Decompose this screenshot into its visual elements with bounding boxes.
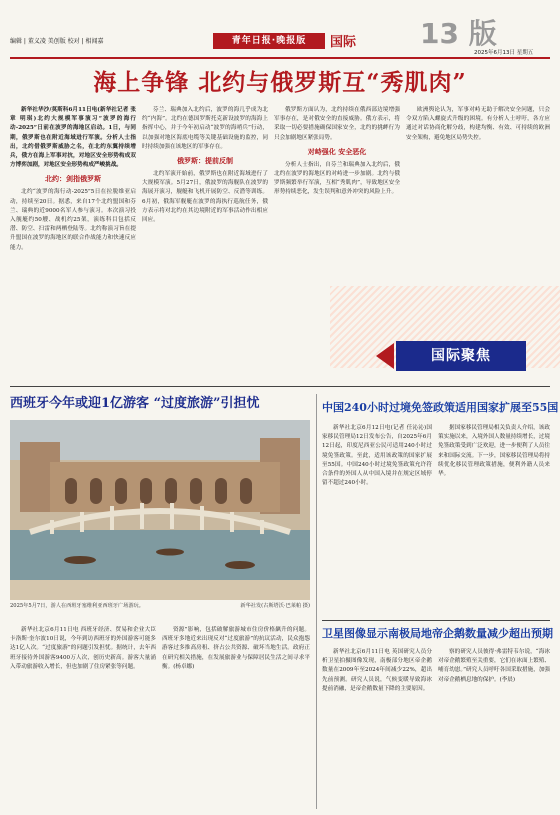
penguin-col2-text: 察的研究人员彼得·弗雷特韦尔说，“海冰对帝企鹅繁殖至关重要，它们在冰面上繁殖、哺育幼崽。”研究人员呼吁各国采取措施，加强对帝企鹅栖息地的保护。(李晨) [438,649,550,683]
plaza-de-espana-illustration [10,420,310,600]
spain-photo-caption [10,602,310,610]
lead-col3-text-a: 俄罗斯方面认为，北约持续在俄西部边境增强军事存在，是对俄安全的直接威胁。俄方表示，将采取一切必要措施确保国家安全，北约的挑衅行为只会加剧地区紧张局势。 [274,107,400,141]
page-number: 13 版 [420,17,497,50]
spain-column-2 [162,626,310,810]
feature-badge: 国际聚焦 [396,341,526,371]
penguin-headline: 卫星图像显示南极局地帝企鹅数量减少超出预期 [322,627,553,640]
lead-column-1 [10,106,136,376]
visa-headline: 中国240小时过境免签政策适用国家扩展至55国 [322,401,559,414]
spain-photo-credit: 新华社发(古斯塔沃·巴莱帕 摄) [240,603,310,609]
penguin-column-1 [322,648,432,808]
issue-date: 2025年6月13日 星期五 [474,50,534,56]
header-rule [10,57,550,59]
lead-col1-text: 北约“波罗的海行动-2025”5日在拉脱维亚启动，持续至20日。据悉，来自17个北约盟国和芬兰、瑞典的近9000名军人参与演习。本次演习投入舰艇约50艘、战机约25架，演练科目包括反潜、防空、扫雷和两栖登陆等。北约称演习旨在提升盟国在波罗的海地区的联合作战能力和快速反应能力。 [10,189,136,251]
visa-col2-text: 据国家移民管理局相关负责人介绍，该政策实施以来，入境外国人数量持续增长，过境免签政策受到广泛欢迎，进一步便利了人员往来和国际交流。下一步，国家移民管理局将持续优化移民管理政策措施，便利外籍人员来华。 [438,425,550,478]
section-divider [10,386,550,387]
lead-col4-text: 欧洲舆论认为，军事对峙无助于解决安全问题，只会令双方陷入螺旋式升级的困境。有分析人士呼吁，各方应通过对话协商化解分歧，构建均衡、有效、可持续的欧洲安全架构，避免地区局势失控。 [406,107,550,141]
section-name: 国际 [330,35,357,50]
vertical-divider [316,394,317,809]
lead-subhead-1: 北约：剑指俄罗斯 [45,174,101,184]
spain-caption-text: 2025年5月7日，游人在西班牙塞维利亚西班牙广场游玩。 [10,603,144,609]
spain-col2-text: 资源”影响，包括破解旅游城市住房价格飙升的问题。西班牙多地近来出现反对“过度旅游”的抗议活动，民众抱怨游客过多推高房租、挤占公共资源、破坏当地生活。政府正在研究相关措施，在发展旅游业与保障居民生活之间寻求平衡。(杨卓娜) [162,627,310,670]
lead-column-4 [406,106,550,282]
editor-credits: 编辑 | 董义凌 美创版 校对 | 相闻嘉 [10,38,104,45]
story-divider [322,620,550,621]
penguin-col1-text: 新华社北京6月11日电 英国研究人员分析卫星拍摄图像发现，南极部分地区帝企鹅数量在2009年至2024年间减少22%，超出先前预测。研究人员说，气候变暖导致海冰提前消融，是帝企鹅数量下降的主要原因。 [322,649,432,692]
visa-column-2 [438,424,550,614]
page-header [0,0,560,58]
spain-photo [10,420,310,600]
lead-col3-text-b: 分析人士指出，自芬兰和瑞典加入北约后，俄北约在波罗的海地区的对峙进一步加剧。北约与俄罗斯频繁举行军演，互相“秀肌肉”，导致地区安全形势持续恶化，发生误判和意外冲突的风险上升。 [274,161,400,196]
spain-col1-text: 新华社北京6月11日电 西班牙经济、贸易和企业大臣卡洛斯·奎尔波10日说，今年到访西班牙的外国游客可能多达1亿人次。“过度旅游”的问题引发担忧。据统计，去年西班牙接待外国游客9400万人次，创历史新高。游客大量涌入带动旅游收入增长，但也加剧了住房紧张等问题。 [10,627,156,670]
masthead-logo: 青年日报·晚报版 [213,33,325,49]
lead-intro: 新华社华沙/莫斯科6月11日电(新华社记者 张 章 明琪)北约大规模军事演习“波罗的海行动-2025”日前在波罗的海地区启动。1日，与同期，俄罗斯也在附近海域进行军演。分析人士指出，北约借俄罗斯威胁之名，在北约东翼持续增兵，俄方在海上军事对抗，对地区安全形势构成双方博弈加剧，对地区安全形势构成严峻挑战。 [10,107,136,169]
spain-headline: 西班牙今年或迎1亿游客 “过度旅游”引担忧 [10,396,260,411]
lead-col2-text-b: 北约军演开始前，俄罗斯也在附近海域进行了大规模军演。5月27日，俄波罗的海舰队在波罗的海展开演习，舰艇和飞机开展防空、反潜等训练。6月初，俄海军舰艇在波罗的海执行巡航任务，俄方表示将对北约在其边境附近的军事活动作出相应回应。 [142,171,268,224]
visa-column-1 [322,424,432,614]
penguin-column-2 [438,648,550,808]
lead-column-2 [142,106,268,376]
lead-headline: 海上争锋 北约与俄罗斯互“秀肌肉” [93,69,467,96]
lead-subhead-3: 对峙强化 安全恶化 [307,146,367,156]
lead-subhead-2: 俄罗斯：提前反制 [177,156,233,166]
spain-column-1 [10,626,156,810]
visa-col1-text: 新华社北京6月12日电(记者 任沁沁)国家移民管理局12日发布公告，自2025年6月12日起，印度尼西亚公民可适用240小时过境免签政策。至此，适用该政策的国家扩展至55国。中国240小时过境免签政策允许符合条件的外国人从中国入境并在规定区域停留不超过240小时。 [322,425,432,487]
lead-col2-text-a: 芬兰、瑞典加入北约后，波罗的海几乎成为北约“内海”。北约在德国罗斯托克新设波罗的海海上指挥中心，并于今年初启动“波罗的海哨兵”行动，以加强对地区海底电缆等关键基础设施的监控，同时持续加强在该地区的军事存在。 [142,107,268,150]
